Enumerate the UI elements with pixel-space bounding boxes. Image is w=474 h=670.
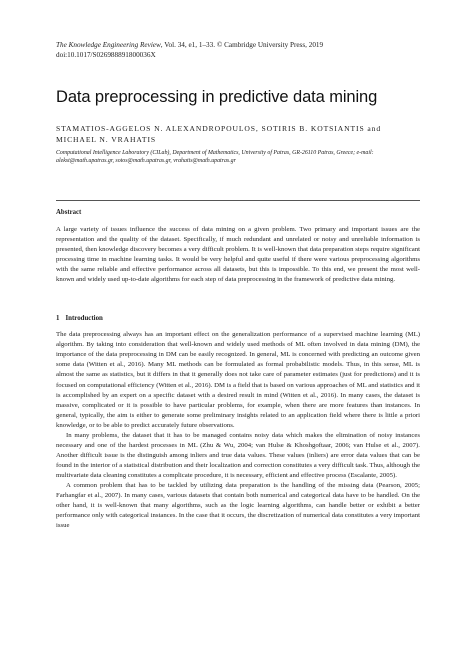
authors: STAMATIOS-AGGELOS N. ALEXANDROPOULOS, SOTIRIS B. KOTSIANTIS and MICHAEL N. VRAHATIS (56, 124, 382, 144)
paragraph: The data preprocessing always has an important effect on the generalization performance of a supervised machine learning (ML) algorithm. By taking into consideration that well-known and widely used methods of ML often involved in data mining (DM), the importance of the data preprocessing in DM can be easily recognized. In general, ML is concerned with predicting an outcome given some data (Witten et al., 2016). Many ML methods can be formulated as formal probabilistic models. Thus, in this sense, ML is almost the same as statistics, but it differs in that it generally does not take care of parameter estimates (just for predictions) and it is focused on computational efficiency (Witten et al., 2016). DM is a field that is based on various approaches of ML and statistics and it is accomplished by an expert on a specific dataset with a desired result in mind (Witten et al., 2016). In many cases, the dataset is massive, complicated or it is possible to have particular problems, for example, when there are more features than instances. In general, typically, the aim is either to generate some preliminary insights related to an application field where there is little a priori knowledge, or to be able to predict accurately future observations. (56, 331, 420, 429)
affiliation: Computational Intelligence Laboratory (CILab), Department of Mathematics, University of Patras, GR-26110 Patras, Greece; e-mail: alekst@math.upatras.gr, sotos@math.upatras.gr, vrahatis@math.upatras.gr (56, 150, 374, 164)
journal-details: , Vol. 34, e1, 1–33. © Cambridge University Press, 2019 (160, 41, 324, 49)
paper-page (56, 40, 420, 531)
journal-header (56, 40, 420, 60)
section-body (56, 330, 420, 531)
journal-citation (56, 40, 420, 50)
journal-name: The Knowledge Engineering Review (56, 41, 161, 49)
section-title: Introduction (65, 315, 103, 323)
paper-title: Data preprocessing in predictive data mining (56, 88, 378, 106)
section-heading (56, 315, 420, 322)
divider (56, 200, 420, 201)
abstract-text: A large variety of issues influence the success of data mining on a given problem. Two primary and important issues are the representation and the quality of the dataset. Specifically, if much redundant and unrelated or noisy and unreliable information is presented, then knowledge discovery becomes a very difficult problem. It is well-known that data preparation steps require significant processing time in machine learning tasks. It would be very helpful and quite useful if there were various preprocessing algorithms with the same reliable and effective performance across all datasets, but this is impossible. To this end, we present the most well-known and widely used up-to-date algorithms for each step of data preprocessing in the framework of predictive data mining. (56, 226, 420, 284)
paragraph: In many problems, the dataset that it has to be managed contains noisy data which makes the elimination of noisy instances necessary and one of the hardest processes in ML (Zhu & Wu, 2004; van Hulse & Khoshgoftaar, 2006; van Hulse et al., 2007). Another difficult issue is the distinguish among inliers and true data values. These values (inliers) are error data values that can be found in the interior of a statistical distribution and their localization and correction constitutes a very difficult task. Thus, although the multivariate data cleaning constitutes a complicate procedure, it is necessary, efficient and effective process (Escalante, 2005). (56, 431, 420, 479)
doi: doi:10.1017/S026988891800036X (56, 51, 156, 59)
paragraph: A common problem that has to be tackled by utilizing data preparation is the handling of the missing data (Pearson, 2005; Farhangfar et al., 2007). In many cases, various datasets that contain both numerical and categorical data have to be handled. On the other hand, it is well-known that many algorithms, such as the logic learning algorithms, can handle better or exhibit a better performance only with categorical instances. In the case that it occurs, the discretization of numerical data constitutes a very important issue (56, 481, 420, 530)
abstract-heading: Abstract (56, 209, 82, 216)
section-number: 1 (56, 315, 60, 323)
